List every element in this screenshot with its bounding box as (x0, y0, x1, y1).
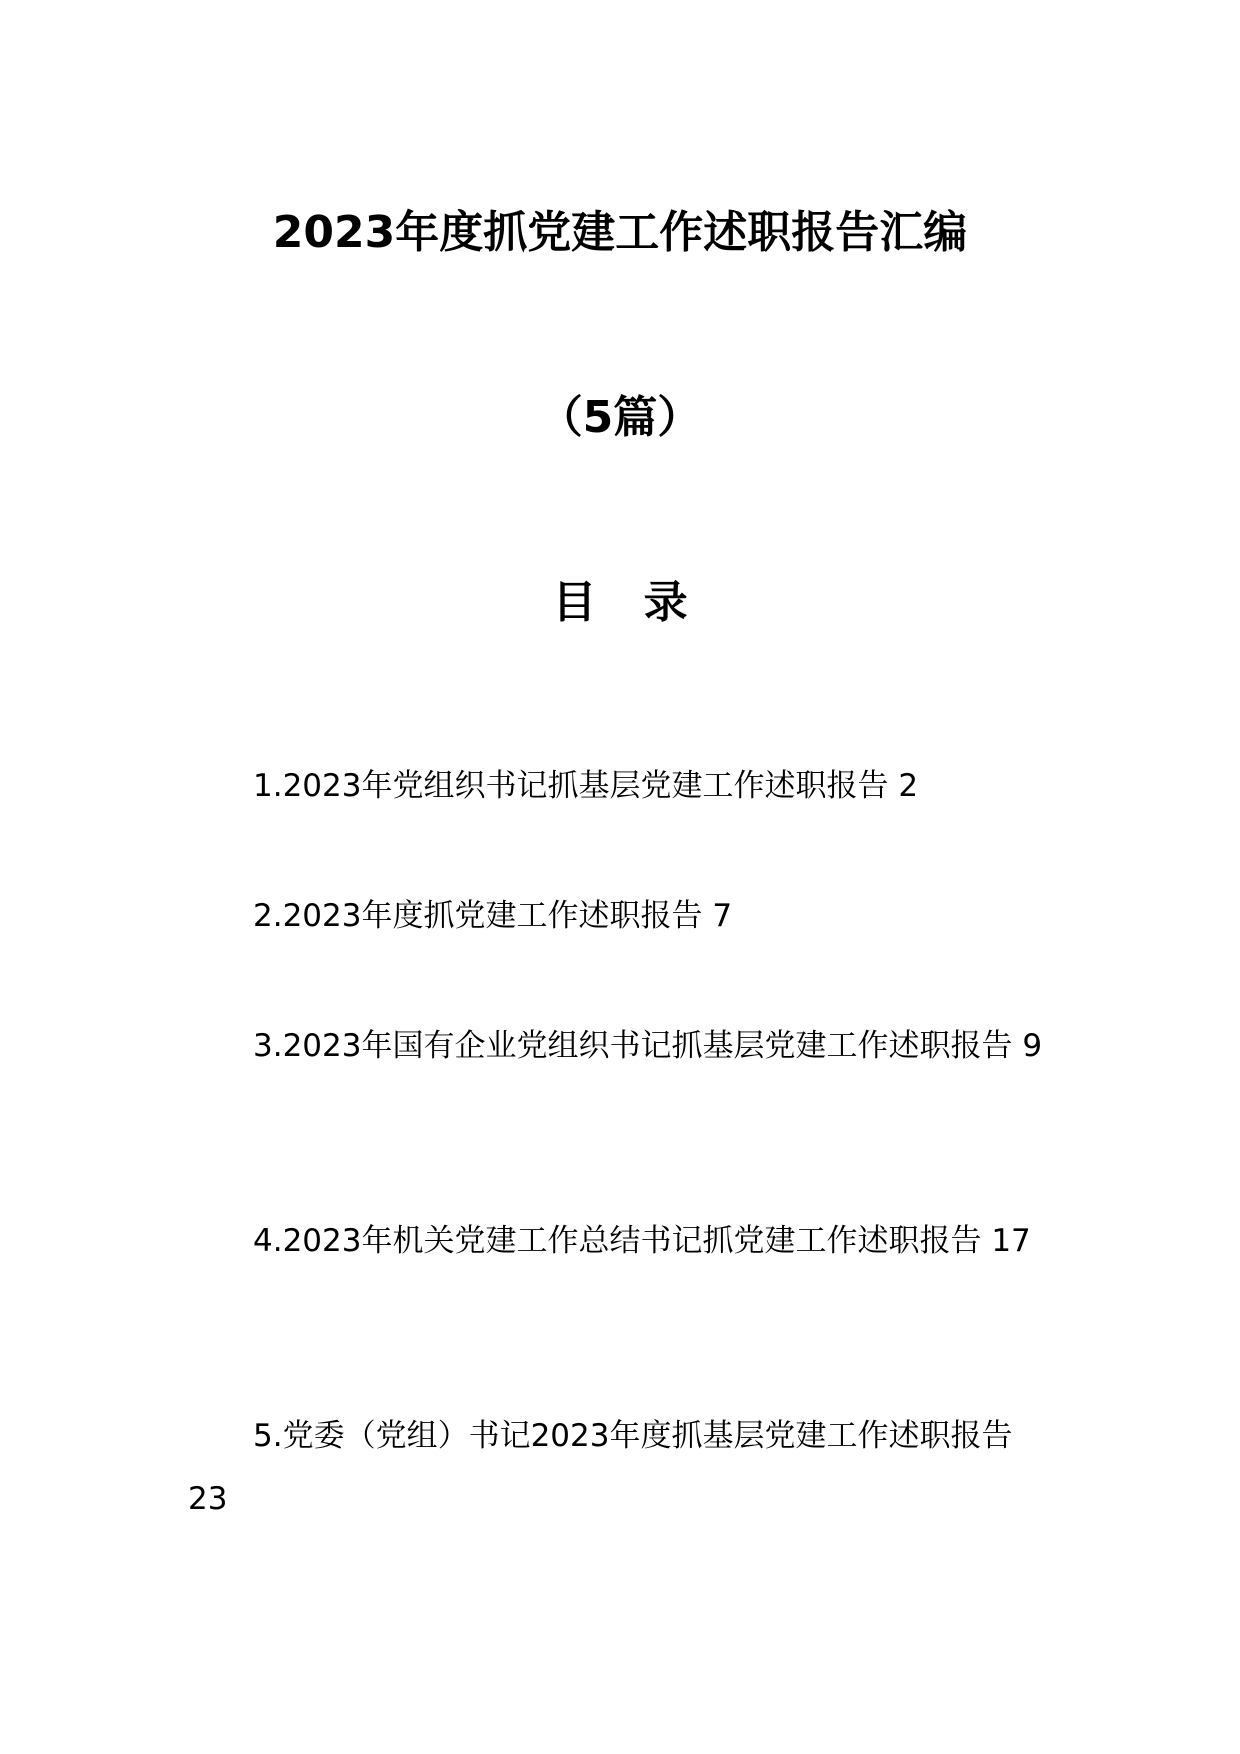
toc-item[interactable]: 5.党委（党组）书记2023年度抓基层党建工作述职报告 23 (188, 1418, 1013, 1517)
toc-item[interactable]: 1.2023年党组织书记抓基层党建工作述职报告 2 (253, 768, 919, 804)
document-title: 2023年度抓党建工作述职报告汇编 (272, 207, 968, 258)
toc-item[interactable]: 4.2023年机关党建工作总结书记抓党建工作述职报告 17 (253, 1223, 1031, 1259)
toc-heading: 目 录 (552, 577, 704, 628)
toc-item[interactable]: 3.2023年国有企业党组织书记抓基层党建工作述职报告 9 (253, 1028, 1043, 1064)
document-subtitle: （5篇） (538, 392, 702, 443)
toc-item[interactable]: 2.2023年度抓党建工作述职报告 7 (253, 898, 733, 934)
